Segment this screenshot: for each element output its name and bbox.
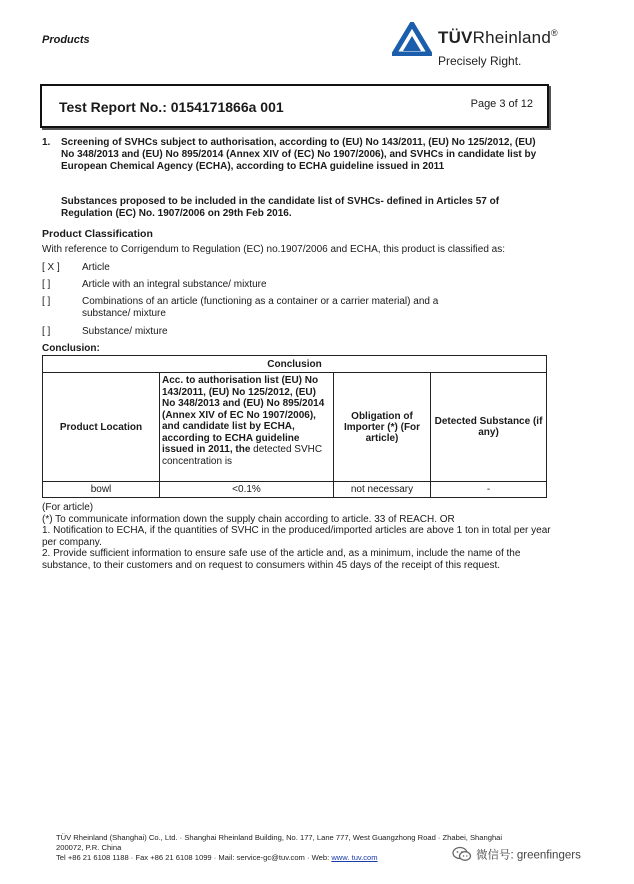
cell-location: bowl: [43, 482, 160, 498]
header-authorisation: Acc. to authorisation list (EU) No 143/2011, (EU) No 125/2012, (EU) No 348/2013 and (EU) No 895/2014 (Annex XIV of EC No 1907/2006), and candidate list by ECHA, according to ECHA guideline issued in 2011, the detected SVHC concentration is: [160, 373, 334, 482]
header-authorisation-tail: detected SVHC concentration is: [162, 444, 323, 467]
checkbox-combination: [ ]: [42, 296, 51, 307]
conclusion-table: [42, 355, 547, 498]
option-label: Article: [82, 262, 110, 273]
checkbox-article: [ X ]: [42, 262, 60, 273]
classification-title: Product Classification: [42, 228, 153, 240]
table-title: Conclusion: [43, 356, 547, 373]
checkbox-integral-substance: [ ]: [42, 279, 51, 290]
footer-city: 200072, P.R. China: [56, 843, 122, 852]
tuv-logo: [392, 20, 592, 72]
footer-address: TÜV Rheinland (Shanghai) Co., Ltd. · Shanghai Rheinland Building, No. 177, Lane 777, West Guangzhong Road · Zhabei, Shanghai: [56, 833, 503, 842]
note-line: 2. Provide sufficient information to ensure safe use of the article and, as a minimum, include the name of the substance, to their customers and on request to consumers within 45 days of the receipt of this request.: [42, 548, 521, 571]
header-detected-substance: Detected Substance (if any): [431, 373, 547, 482]
option-label: Combinations of an article (functioning as a container or a carrier material) and a substance/ mixture: [82, 296, 439, 319]
section-number: 1.: [42, 137, 51, 148]
header-obligation: Obligation of Importer (*) (For article): [334, 373, 431, 482]
table-row: [43, 482, 547, 498]
classification-intro: With reference to Corrigendum to Regulation (EC) no.1907/2006 and ECHA, this product is classified as:: [42, 244, 506, 255]
triangle-logo-icon: [392, 22, 432, 56]
note-line: (For article): [42, 502, 94, 513]
section-subheading: Substances proposed to be included in the candidate list of SVHCs- defined in Articles 57 of Regulation (EC) No. 1907/2006 on 29th Feb 2016.: [61, 196, 500, 219]
notes: [42, 502, 552, 571]
footer-contact: Tel +86 21 6108 1188 · Fax +86 21 6108 1099 · Mail: service-gc@tuv.com · Web: www. tuv.com: [56, 853, 378, 862]
footer-web-link[interactable]: www. tuv.com: [331, 853, 378, 862]
option-label: Article with an integral substance/ mixture: [82, 279, 267, 290]
note-line: 1. Notification to ECHA, if the quantities of SVHC in the produced/imported articles are above 1 ton in total per year per company.: [42, 525, 551, 548]
table-header-row: [43, 373, 547, 482]
conclusion-label: Conclusion:: [42, 343, 100, 354]
cell-detected: -: [431, 482, 547, 498]
note-line: (*) To communicate information down the supply chain according to article. 33 of REACH. OR: [42, 513, 455, 525]
report-number: Test Report No.: 0154171866a 001: [59, 99, 284, 115]
logo-wordmark: TÜVRheinland®: [438, 28, 558, 47]
header-product-location: Product Location: [43, 373, 160, 482]
wechat-watermark: 微信号: greenfingers: [452, 846, 581, 865]
section-label: Products: [42, 34, 90, 46]
section-heading: Screening of SVHCs subject to authorisation, according to (EU) No 143/2011, (EU) No 125/2012, (EU) No 348/2013 and (EU) No 895/2014 (Annex XIV of (EC) No 1907/2006), and SVHCs in candidate list by European Chemical Agency (ECHA), according to ECHA guideline issued in 2011: [61, 137, 537, 172]
option-label: Substance/ mixture: [82, 326, 168, 337]
page-number: Page 3 of 12: [470, 98, 533, 110]
report-title-box: [40, 84, 549, 128]
checkbox-substance: [ ]: [42, 326, 51, 337]
wechat-icon: [452, 846, 472, 865]
cell-concentration: <0.1%: [160, 482, 334, 498]
logo-tagline: Precisely Right.: [438, 54, 522, 68]
cell-obligation: not necessary: [334, 482, 431, 498]
